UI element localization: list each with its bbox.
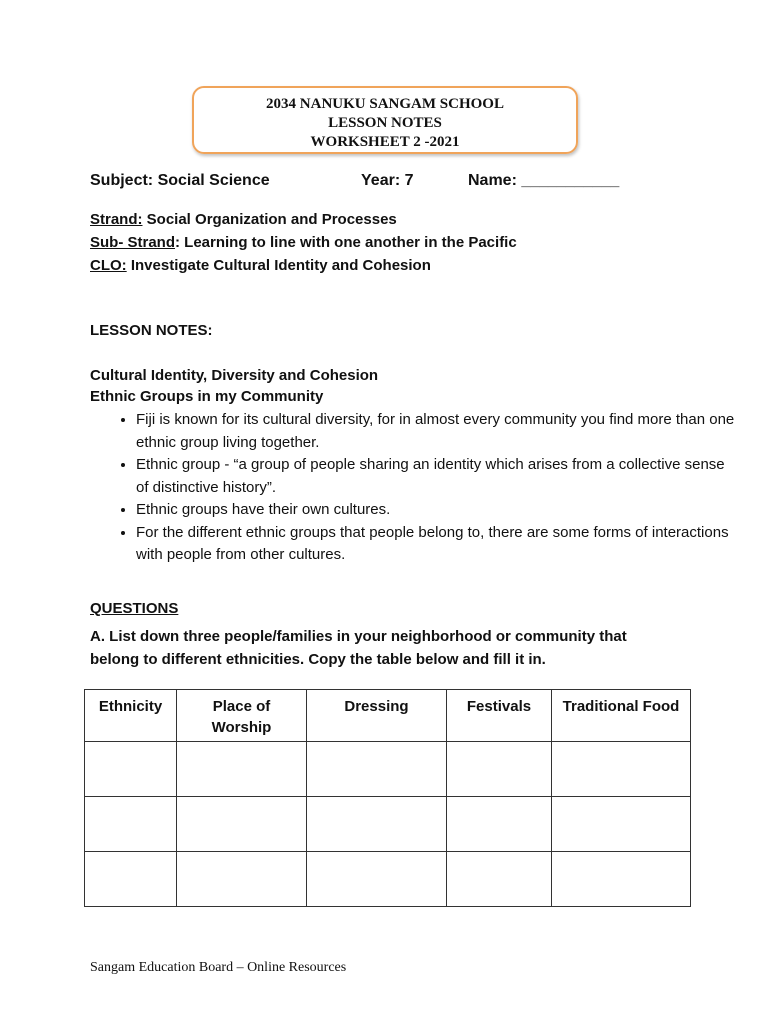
clo-key: CLO: [90,257,127,274]
table-cell[interactable] [85,797,177,852]
strand-key: Strand: [90,211,143,228]
substrand-line [90,234,517,251]
table-cell[interactable] [447,742,552,797]
title-box [192,86,578,154]
lesson-bullets [90,409,736,567]
substrand-value: : Learning to line with one another in the Pacific [175,234,517,251]
subtopic-heading: Ethnic Groups in my Community [90,388,324,405]
table-row [85,742,691,797]
col-ethnicity: Ethnicity [85,690,177,742]
col-festivals: Festivals [447,690,552,742]
table-row [85,797,691,852]
bullet-item: • Fiji is known for its cultural diversity, for in almost every community you find more than one ethnic group living together. [136,409,736,454]
col-dressing: Dressing [307,690,447,742]
table-cell[interactable] [85,742,177,797]
ethnicity-table [84,689,691,907]
table-cell[interactable] [552,797,691,852]
clo-line [90,257,431,274]
bullet-item: • Ethnic group - “a group of people sharing an identity which arises from a collective sense of distinctive history”. [136,454,736,499]
bullet-item: • Ethnic groups have their own cultures. [136,499,736,522]
question-a: A. List down three people/families in your neighborhood or community that belong to different ethnicities. Copy the table below and fill it in. [90,628,627,668]
lesson-notes-title: LESSON NOTES [328,115,442,131]
col-place-of-worship [177,690,307,742]
table-row [85,852,691,907]
table-cell[interactable] [307,852,447,907]
name-field: Name: ___________ [468,172,620,189]
footer-text: Sangam Education Board – Online Resources [90,960,347,975]
bullet-item: • For the different ethnic groups that people belong to, there are some forms of interactions with people from other cultures. [136,522,736,567]
col-traditional-food: Traditional Food [552,690,691,742]
table-cell[interactable] [307,797,447,852]
subject-label: Subject: Social Science [90,172,270,189]
table-cell[interactable] [307,742,447,797]
table-cell[interactable] [552,852,691,907]
table-cell[interactable] [177,797,307,852]
table-cell[interactable] [447,852,552,907]
clo-value: Investigate Cultural Identity and Cohesion [126,257,431,274]
lesson-notes-heading: LESSON NOTES: [90,322,213,339]
substrand-key: Sub- Strand [90,234,175,251]
questions-heading: QUESTIONS [90,600,179,617]
table-cell[interactable] [85,852,177,907]
year-label: Year: 7 [361,172,414,189]
table-cell[interactable] [447,797,552,852]
school-name: 2034 NANUKU SANGAM SCHOOL [266,96,504,112]
topic-heading: Cultural Identity, Diversity and Cohesion [90,367,379,384]
table-cell[interactable] [177,742,307,797]
table-cell[interactable] [177,852,307,907]
worksheet-title: WORKSHEET 2 -2021 [310,134,460,150]
table-header-row [85,690,691,742]
strand-value: Social Organization and Processes [142,211,397,228]
strand-line [90,211,397,228]
table-cell[interactable] [552,742,691,797]
col-place-of-worship-label: Place of Worship [211,698,272,736]
